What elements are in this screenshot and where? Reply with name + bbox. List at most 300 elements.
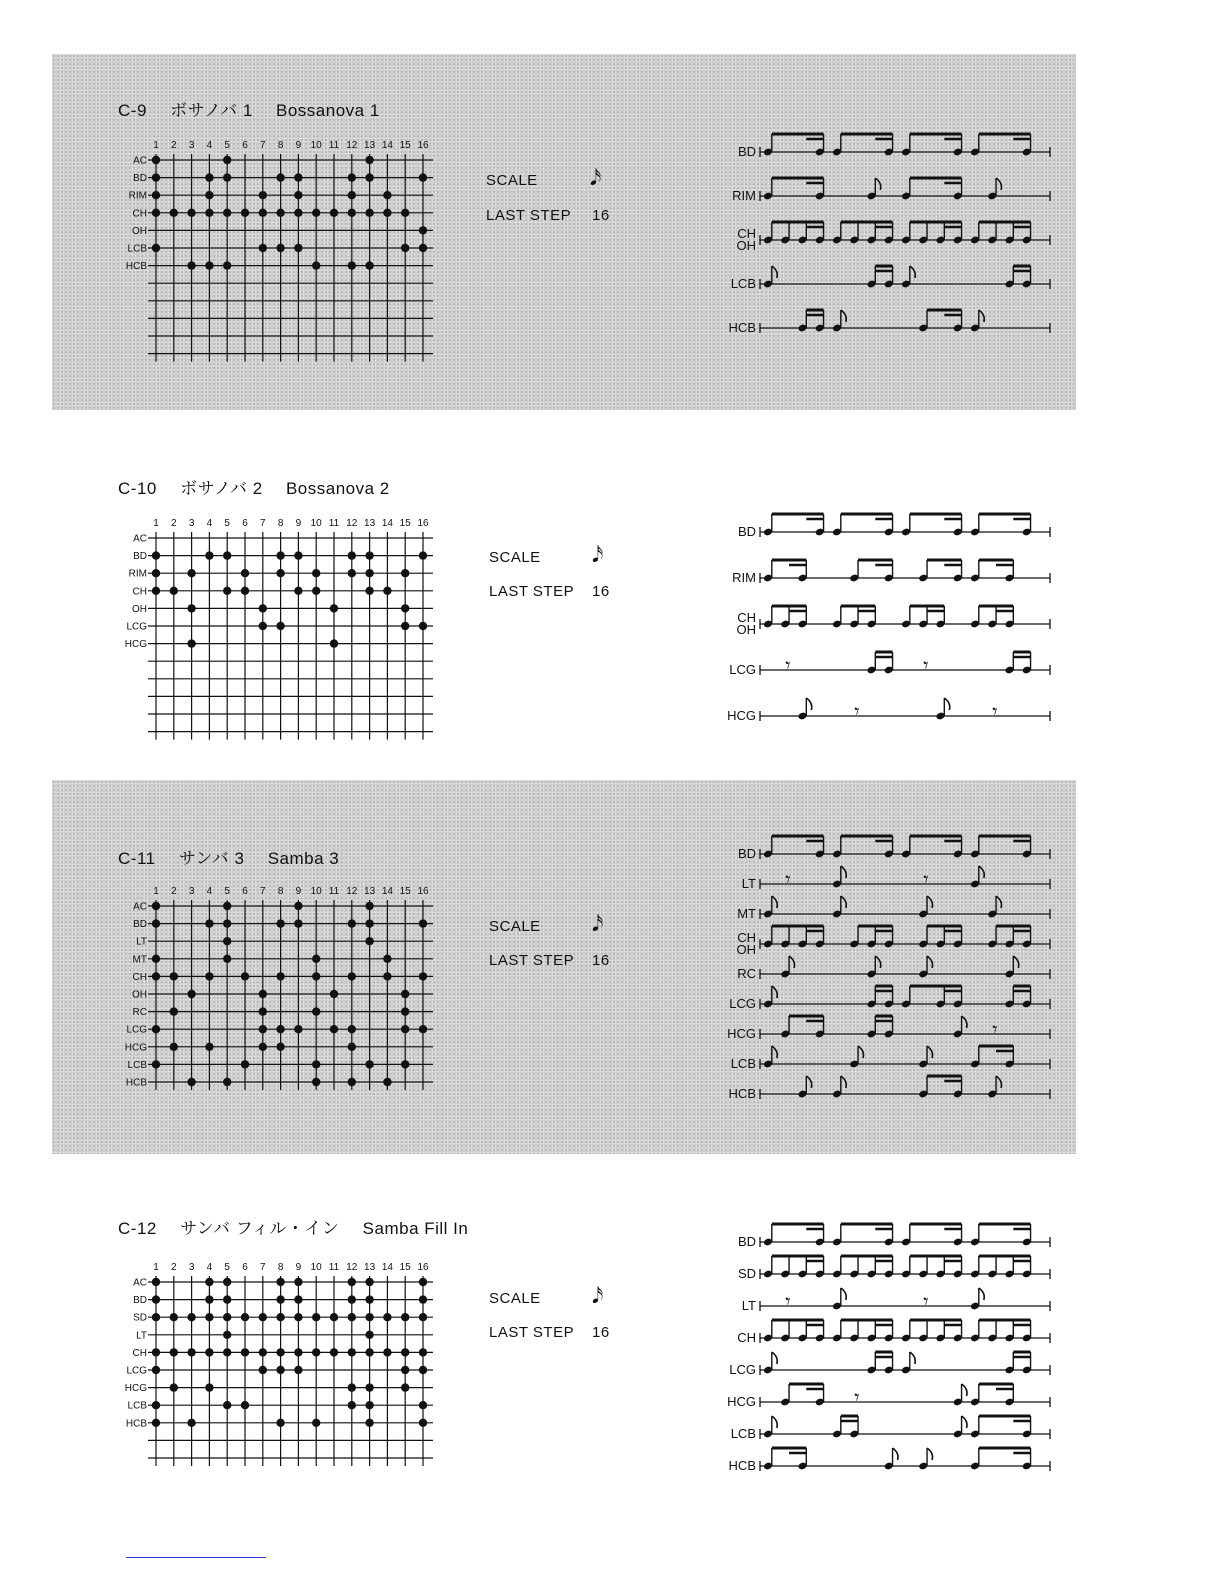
step-dot	[419, 1025, 427, 1033]
step-dot	[348, 919, 356, 927]
notation-row-label: HCG	[727, 708, 756, 723]
notation-row-label: OH	[736, 942, 756, 957]
step-dot	[365, 173, 373, 181]
step-dot	[223, 1078, 231, 1086]
step-dot	[312, 1007, 320, 1015]
step-dot	[294, 1313, 302, 1321]
instrument-label: AC	[133, 1277, 147, 1289]
note-flag	[772, 1416, 777, 1428]
step-dot	[223, 902, 231, 910]
rest-symbol: 𝄾	[785, 867, 791, 891]
step-dot	[152, 191, 160, 199]
step-dot	[276, 919, 284, 927]
notation-row-label: BD	[737, 144, 756, 159]
instrument-label: OH	[132, 989, 147, 1001]
notation-row-label: HCB	[728, 320, 756, 335]
notation-row-label: CH	[737, 610, 756, 625]
note-flag	[772, 986, 777, 998]
note-flag	[841, 1288, 846, 1300]
rest-symbol: 𝄾	[854, 699, 860, 723]
note-flag	[772, 896, 777, 908]
step-dot	[170, 1043, 178, 1051]
step-dot	[241, 209, 249, 217]
instrument-label: AC	[133, 155, 147, 167]
note-flag	[996, 896, 1001, 908]
step-number: 15	[399, 1262, 411, 1273]
step-dot	[223, 1313, 231, 1321]
note-flag	[927, 1448, 932, 1460]
step-dot	[276, 1366, 284, 1374]
step-dot	[259, 990, 267, 998]
step-dot	[294, 244, 302, 252]
step-dot	[365, 1383, 373, 1391]
step-number: 10	[310, 140, 322, 151]
step-dot	[259, 1348, 267, 1356]
instrument-label: OH	[132, 225, 147, 237]
step-dot	[401, 1348, 409, 1356]
step-dot	[365, 551, 373, 559]
step-dot	[259, 1366, 267, 1374]
last-step-value: 16	[592, 1324, 610, 1341]
notation-row-label: OH	[736, 622, 756, 637]
pattern-c9-panel	[52, 54, 1076, 410]
notation-row-label: HCB	[728, 1086, 756, 1101]
step-dot	[241, 1401, 249, 1409]
note-flag	[806, 1076, 811, 1088]
step-dot	[223, 551, 231, 559]
instrument-label: HCG	[124, 1383, 147, 1395]
rest-symbol: 𝄾	[923, 1289, 929, 1313]
step-dot	[312, 261, 320, 269]
step-dot	[365, 1278, 373, 1286]
last-step-label: LAST STEP	[486, 207, 572, 224]
step-dot	[152, 902, 160, 910]
step-dot	[152, 919, 160, 927]
step-dot	[348, 972, 356, 980]
instrument-label: RC	[132, 1007, 147, 1019]
step-dot	[365, 587, 373, 595]
step-dot	[312, 1313, 320, 1321]
step-dot	[419, 244, 427, 252]
step-number: 14	[381, 518, 393, 529]
step-dot	[259, 604, 267, 612]
step-dot	[205, 919, 213, 927]
notation-row-label: LCG	[729, 662, 756, 677]
step-number: 14	[381, 886, 393, 897]
step-dot	[241, 569, 249, 577]
step-number: 8	[277, 140, 284, 151]
instrument-label: LCB	[127, 1059, 147, 1071]
pattern-code: C-9	[118, 101, 147, 120]
note-flag	[875, 956, 880, 968]
step-number: 4	[206, 518, 213, 529]
step-dot	[348, 569, 356, 577]
step-number: 3	[188, 886, 195, 897]
note-flag	[875, 178, 880, 190]
step-dot	[276, 972, 284, 980]
notation-row-label: HCG	[727, 1394, 756, 1409]
step-number: 6	[242, 518, 248, 529]
step-dot	[276, 569, 284, 577]
step-dot	[294, 191, 302, 199]
step-dot	[312, 955, 320, 963]
instrument-label: BD	[133, 1295, 147, 1307]
step-dot	[152, 1313, 160, 1321]
step-dot	[187, 639, 195, 647]
step-dot	[348, 209, 356, 217]
step-dot	[419, 1366, 427, 1374]
step-dot	[205, 972, 213, 980]
instrument-label: BD	[133, 551, 147, 563]
instrument-label: HCB	[125, 261, 147, 273]
step-dot	[383, 587, 391, 595]
instrument-label: BD	[133, 173, 147, 185]
scale-label: SCALE	[486, 172, 538, 189]
step-dot	[419, 551, 427, 559]
pattern-code: C-12	[118, 1219, 157, 1238]
step-dot	[419, 173, 427, 181]
notation-row-label: OH	[736, 238, 756, 253]
last-step-label: LAST STEP	[489, 583, 575, 600]
note-flag	[772, 266, 777, 278]
step-number: 5	[224, 886, 230, 897]
notation-row-label: LCB	[730, 276, 756, 291]
step-dot	[348, 1025, 356, 1033]
step-dot	[205, 1348, 213, 1356]
last-step-value: 16	[592, 952, 610, 969]
note-flag	[858, 1046, 863, 1058]
last-step-value: 16	[592, 207, 610, 224]
step-dot	[365, 1401, 373, 1409]
step-number: 10	[310, 518, 322, 529]
step-number: 7	[260, 886, 266, 897]
notation-row-label: LCB	[730, 1426, 756, 1441]
scale-label: SCALE	[489, 549, 541, 566]
step-number: 2	[171, 518, 177, 529]
step-dot	[330, 604, 338, 612]
rest-symbol: 𝄾	[992, 1017, 998, 1041]
notation-row-label: BD	[737, 1234, 756, 1249]
instrument-label: SD	[133, 1312, 147, 1324]
step-number: 16	[417, 1262, 429, 1273]
step-number: 10	[310, 1262, 322, 1273]
step-dot	[330, 1348, 338, 1356]
step-dot	[312, 1348, 320, 1356]
step-dot	[383, 1348, 391, 1356]
notation-row-label: CH	[737, 1330, 756, 1345]
notation-row-label: LT	[741, 1298, 756, 1313]
step-dot	[294, 1366, 302, 1374]
step-number: 16	[417, 140, 429, 151]
step-dot	[365, 1313, 373, 1321]
step-number: 1	[153, 140, 159, 151]
step-dot	[152, 1025, 160, 1033]
step-dot	[187, 1313, 195, 1321]
instrument-label: RIM	[128, 568, 147, 580]
step-dot	[276, 173, 284, 181]
step-number: 16	[417, 518, 429, 529]
notation-row-label: CH	[737, 930, 756, 945]
sixteenth-note-icon: 𝅘𝅥𝅯	[592, 543, 604, 568]
step-dot	[365, 156, 373, 164]
step-number: 11	[328, 140, 340, 151]
note-flag	[910, 1352, 915, 1364]
step-dot	[170, 1313, 178, 1321]
step-dot	[187, 1348, 195, 1356]
sixteenth-note-icon: 𝅘𝅥𝅯	[592, 1284, 604, 1309]
rhythm-notation	[662, 510, 1054, 750]
step-dot	[187, 1078, 195, 1086]
step-dot	[348, 1348, 356, 1356]
notation-row-label: RIM	[732, 570, 756, 585]
note-flag	[927, 956, 932, 968]
step-number: 2	[171, 140, 177, 151]
step-dot	[241, 1313, 249, 1321]
step-grid	[110, 880, 440, 1100]
step-dot	[330, 1025, 338, 1033]
step-number: 9	[295, 518, 302, 529]
step-dot	[294, 1278, 302, 1286]
step-dot	[348, 1078, 356, 1086]
step-dot	[276, 244, 284, 252]
step-number: 12	[346, 1262, 358, 1273]
step-dot	[187, 209, 195, 217]
step-dot	[312, 1419, 320, 1427]
step-dot	[348, 551, 356, 559]
pattern-c12-title	[118, 1214, 486, 1239]
step-dot	[223, 1331, 231, 1339]
instrument-label: CH	[132, 971, 147, 983]
rest-symbol: 𝄾	[785, 1289, 791, 1313]
step-number: 9	[295, 886, 302, 897]
step-dot	[241, 1060, 249, 1068]
step-number: 13	[364, 518, 376, 529]
last-step-label: LAST STEP	[489, 952, 575, 969]
pattern-jp-name: サンバ 3	[178, 849, 245, 868]
step-dot	[312, 587, 320, 595]
pattern-jp-name: ボサノバ 2	[180, 479, 263, 498]
step-dot	[401, 990, 409, 998]
instrument-label: HCG	[124, 639, 147, 651]
step-dot	[205, 1278, 213, 1286]
step-dot	[419, 972, 427, 980]
step-dot	[223, 587, 231, 595]
rest-symbol: 𝄾	[923, 867, 929, 891]
instrument-label: RIM	[128, 190, 147, 202]
step-dot	[383, 191, 391, 199]
step-dot	[152, 244, 160, 252]
step-dot	[223, 156, 231, 164]
step-dot	[259, 1043, 267, 1051]
scale-label: SCALE	[489, 918, 541, 935]
step-dot	[383, 955, 391, 963]
note-flag	[996, 1076, 1001, 1088]
pattern-en-name: Bossanova 2	[285, 479, 390, 498]
step-dot	[419, 622, 427, 630]
step-dot	[365, 902, 373, 910]
step-dot	[223, 919, 231, 927]
step-dot	[365, 261, 373, 269]
note-flag	[841, 1076, 846, 1088]
note-flag	[772, 1046, 777, 1058]
step-number: 5	[224, 1262, 230, 1273]
step-dot	[205, 1313, 213, 1321]
step-dot	[187, 569, 195, 577]
step-dot	[205, 551, 213, 559]
step-number: 11	[328, 1262, 340, 1273]
step-number: 14	[381, 140, 393, 151]
instrument-label: LCG	[126, 1365, 147, 1377]
step-number: 2	[171, 1262, 177, 1273]
notation-row-label: HCB	[728, 1458, 756, 1473]
step-dot	[419, 1313, 427, 1321]
step-dot	[348, 1295, 356, 1303]
step-dot	[401, 1007, 409, 1015]
step-dot	[365, 937, 373, 945]
step-dot	[419, 1348, 427, 1356]
step-dot	[170, 1348, 178, 1356]
step-dot	[241, 972, 249, 980]
instrument-label: AC	[133, 533, 147, 545]
step-number: 1	[153, 886, 159, 897]
pattern-c11-title	[118, 844, 357, 869]
step-dot	[223, 1348, 231, 1356]
step-dot	[152, 972, 160, 980]
notation-row-label: RC	[737, 966, 756, 981]
step-dot	[259, 1007, 267, 1015]
step-dot	[294, 902, 302, 910]
step-dot	[152, 551, 160, 559]
step-dot	[259, 1313, 267, 1321]
step-dot	[383, 972, 391, 980]
step-dot	[312, 972, 320, 980]
step-number: 15	[399, 518, 411, 529]
step-dot	[223, 261, 231, 269]
note-flag	[979, 1288, 984, 1300]
pattern-jp-name: サンバ フィル・イン	[180, 1219, 340, 1238]
step-dot	[419, 1401, 427, 1409]
step-dot	[205, 1043, 213, 1051]
note-flag	[962, 1384, 967, 1396]
instrument-label: MT	[132, 954, 147, 966]
step-dot	[348, 1313, 356, 1321]
step-dot	[152, 1060, 160, 1068]
step-dot	[223, 955, 231, 963]
step-dot	[401, 622, 409, 630]
step-number: 8	[277, 1262, 284, 1273]
note-flag	[927, 896, 932, 908]
last-step-label: LAST STEP	[489, 1324, 575, 1341]
note-flag	[944, 698, 949, 710]
pattern-c9-title	[118, 96, 398, 121]
notation-row-label: LCG	[729, 1362, 756, 1377]
note-flag	[962, 1016, 967, 1028]
instrument-label: OH	[132, 603, 147, 615]
note-flag	[1013, 956, 1018, 968]
instrument-label: HCB	[125, 1077, 147, 1089]
step-dot	[348, 1278, 356, 1286]
step-number: 5	[224, 518, 230, 529]
instrument-label: LCB	[127, 243, 147, 255]
step-dot	[205, 1295, 213, 1303]
step-dot	[312, 569, 320, 577]
step-number: 6	[242, 1262, 248, 1273]
step-dot	[401, 1060, 409, 1068]
instrument-label: CH	[132, 586, 147, 598]
notation-row-label: MT	[737, 906, 756, 921]
step-number: 14	[381, 1262, 393, 1273]
step-number: 7	[260, 518, 266, 529]
note-flag	[927, 1046, 932, 1058]
step-dot	[223, 937, 231, 945]
step-dot	[312, 1060, 320, 1068]
step-dot	[365, 919, 373, 927]
instrument-label: LT	[136, 936, 147, 948]
step-dot	[383, 1313, 391, 1321]
rhythm-notation	[662, 130, 1054, 370]
rest-symbol: 𝄾	[854, 1385, 860, 1409]
step-dot	[187, 261, 195, 269]
step-dot	[401, 209, 409, 217]
instrument-label: LCG	[126, 621, 147, 633]
step-dot	[348, 1383, 356, 1391]
step-dot	[401, 1366, 409, 1374]
step-dot	[294, 1348, 302, 1356]
pattern-c12-panel	[52, 1200, 1076, 1490]
step-dot	[312, 1078, 320, 1086]
pattern-c10-panel	[52, 460, 1076, 760]
step-number: 5	[224, 140, 230, 151]
step-dot	[223, 1278, 231, 1286]
step-dot	[401, 1383, 409, 1391]
step-dot	[276, 1313, 284, 1321]
step-number: 9	[295, 1262, 302, 1273]
step-dot	[152, 1295, 160, 1303]
step-number: 7	[260, 1262, 266, 1273]
step-dot	[383, 1078, 391, 1086]
note-flag	[979, 310, 984, 322]
step-dot	[330, 639, 338, 647]
step-number: 3	[188, 518, 195, 529]
step-dot	[401, 1313, 409, 1321]
step-number: 15	[399, 886, 411, 897]
step-dot	[365, 1295, 373, 1303]
step-number: 3	[188, 1262, 195, 1273]
step-number: 9	[295, 140, 302, 151]
step-dot	[276, 1043, 284, 1051]
instrument-label: LCG	[126, 1024, 147, 1036]
notation-row-label: LT	[741, 876, 756, 891]
notation-row-label: LCB	[730, 1056, 756, 1071]
pattern-code: C-10	[118, 479, 157, 498]
step-dot	[170, 587, 178, 595]
step-dot	[365, 569, 373, 577]
notation-row-label: LCG	[729, 996, 756, 1011]
step-dot	[348, 1043, 356, 1051]
step-grid	[110, 512, 440, 777]
step-dot	[205, 1383, 213, 1391]
step-dot	[170, 1007, 178, 1015]
pattern-en-name: Samba Fill In	[362, 1219, 469, 1238]
step-dot	[348, 191, 356, 199]
step-dot	[187, 990, 195, 998]
note-flag	[806, 698, 811, 710]
note-flag	[996, 178, 1001, 190]
step-dot	[330, 1313, 338, 1321]
step-dot	[276, 1295, 284, 1303]
step-dot	[152, 955, 160, 963]
step-dot	[294, 1025, 302, 1033]
